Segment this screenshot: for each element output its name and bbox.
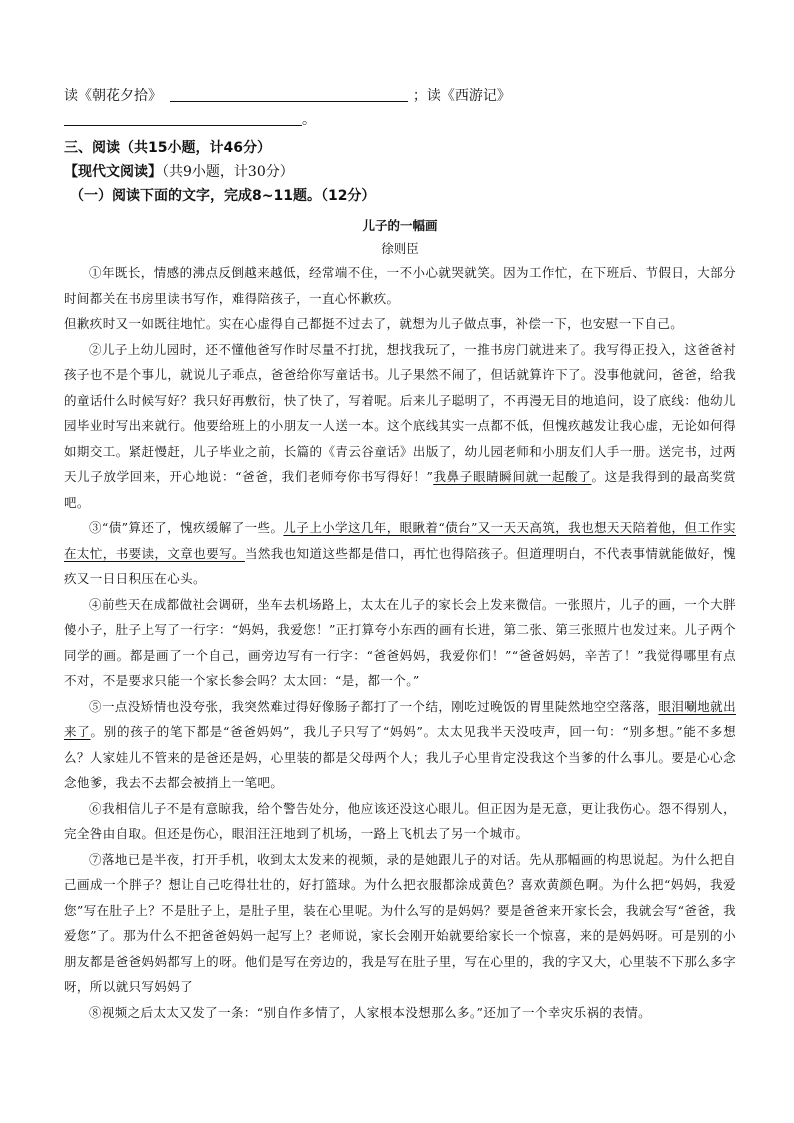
paragraph-5-text: ⑤一点没矫情也没夸张，我突然难过得好像肠子都打了一个结，刚吃过晚饭的胃里陡然地空空落落，	[89, 698, 659, 714]
paragraph-2-text: ②儿子上幼儿园时，还不懂他爸写作时尽量不打扰，想找我玩了，一推书房门就进来了。我写得正投入，这爸爸衬孩子也不是个事儿，就说儿子乖点，爸爸给你写童话书。儿子果然不闹了，但话就算许下了。没事他就问，爸爸，给我的童话什么时候写好？我只好再敷衍，快了快了，写着呢。后来儿子聪明了，不再漫无目的地追问，设了底线：他幼儿园毕业时写出来就行。他要给班上的小朋友一人送一本。这个底线其实一点都不低，但愧疚越发让我心虚，无论如何得如期交工。紧赶慢赶，儿子毕业之前，长篇的《青云谷童话》出版了，幼儿园老师和小朋友们人手一册。送完书，过两天儿子放学回来，开心地说：“爸爸，我们老师夸你书写得好！”	[64, 341, 736, 484]
paragraph-2-end: 。这是我得到的最高奖赏吧。	[64, 469, 736, 510]
subsection-heading-bold: 【现代文阅读】	[64, 164, 162, 180]
fill-in-line-2	[64, 108, 736, 132]
paragraph-1: ①年既长，情感的沸点反倒越来越低，经常端不住，一不小心就哭就笑。因为工作忙，在下班后、节假日，大部分时间都关在书房里读书写作，难得陪孩子，一直心怀歉疚。	[64, 265, 736, 306]
underlined-sentence-1: 我鼻子眼睛瞬间就一起酸了	[433, 469, 592, 484]
paragraph-4: ④前些天在成都做社会调研，坐车去机场路上，太太在儿子的家长会上发来微信。一张照片，儿子的画，一个大胖傻小子，肚子上写了一行字：“妈妈，我爱您！”正打算夸小东西的画有长进，第二张、第三张照片也发过来。儿子两个同学的画。都是画了一个自己，画旁边写有一行字：“爸爸妈妈，我爱你们！”“爸爸妈妈，辛苦了！”我觉得哪里有点不对，不是要求只能一个家长参会吗？太太回：“是，都一个。”	[64, 596, 736, 688]
answer-blank-2[interactable]	[64, 109, 302, 126]
paragraph-2	[64, 337, 736, 516]
paragraph-3	[64, 515, 736, 592]
paragraph-8: ⑧视频之后太太又发了一条：“别自作多情了，人家根本没想那么多。”还加了一个幸灾乐祸的表情。	[89, 1004, 652, 1020]
article-title: 儿子的一幅画	[362, 218, 438, 233]
subsection-heading	[64, 160, 736, 184]
question-instruction: （一）阅读下面的文字，完成8~11题。（12分）	[70, 188, 376, 204]
paragraph-6: ⑥我相信儿子不是有意晾我，给个警告处分，他应该还没这心眼儿。但正因为是无意，更让我伤心。怨不得别人，完全咎由自取。但还是伤心，眼泪汪汪地到了机场，一路上飞机去了另一个城市。	[64, 800, 736, 841]
prompt-text-2: ；读《西游记》	[412, 88, 511, 104]
subsection-heading-rest: （共9小题，计30分）	[162, 164, 294, 180]
paragraph-3-text: ③“债”算还了，愧疚缓解了一些。	[89, 520, 284, 535]
paragraph-5-end: 。别的孩子的笔下都是“爸爸妈妈”，我儿子只写了“妈妈”。太太见我半天没吱声，回一句：“别多想。”能不多想么？人家娃儿不管来的是爸还是妈，心里装的都是父母两个人；我儿子心里肯定没我这个当爹的什么事儿。要是心心念念他爹，我去不去都会被捎上一笔吧。	[64, 724, 736, 790]
document-page	[64, 84, 736, 1025]
prompt-text-1: 读《朝花夕拾》	[64, 88, 162, 104]
article-author: 徐则臣	[381, 241, 419, 256]
underlined-sentence-3: 眼泪唰地就出来了	[64, 698, 736, 739]
answer-blank-1[interactable]	[170, 85, 408, 102]
prompt-end: 。	[302, 112, 316, 128]
paragraph-1-continued: 但歉疚时又一如既往地忙。实在心虚得自己都挺不过去了，就想为儿子做点事，补偿一下，也安慰一下自己。	[64, 316, 684, 331]
section-heading: 三、阅读（共15小题，计46分）	[64, 140, 271, 156]
paragraph-7: ⑦落地已是半夜，打开手机，收到太太发来的视频，录的是她跟儿子的对话。先从那幅画的构思说起。为什么把自己画成一个胖子？想让自己吃得壮壮的，好打篮球。为什么把衣服都涂成黄色？喜欢黄颜色啊。为什么把“妈妈，我爱您”写在肚子上？不是肚子上，是肚子里，装在心里呢。为什么写的是妈妈？要是爸爸来开家长会，我就会写“爸爸，我爱您”了。那为什么不把爸爸妈妈一起写上？老师说，家长会刚开始就要给家长一个惊喜，来的是妈妈呀。可是别的小朋友都是爸爸妈妈都写上的呀。他们是写在旁边的，我是写在肚子里，写在心里的，我的字又大，心里装不下那么多字呀，所以就只写妈妈了	[64, 851, 736, 994]
fill-in-line-1	[64, 84, 736, 108]
paragraph-5	[64, 694, 736, 796]
paragraph-3-end: 当然我也知道这些都是借口，再忙也得陪孩子。但道理明白，不代表事情就能做好，愧疚又一日日积压在心头。	[64, 545, 737, 586]
underlined-sentence-2: 儿子上小学这几年，眼瞅着“债台”又一天天高筑，我也想天天陪着他，但工作实在太忙，书要读，文章也要写。	[64, 520, 737, 561]
